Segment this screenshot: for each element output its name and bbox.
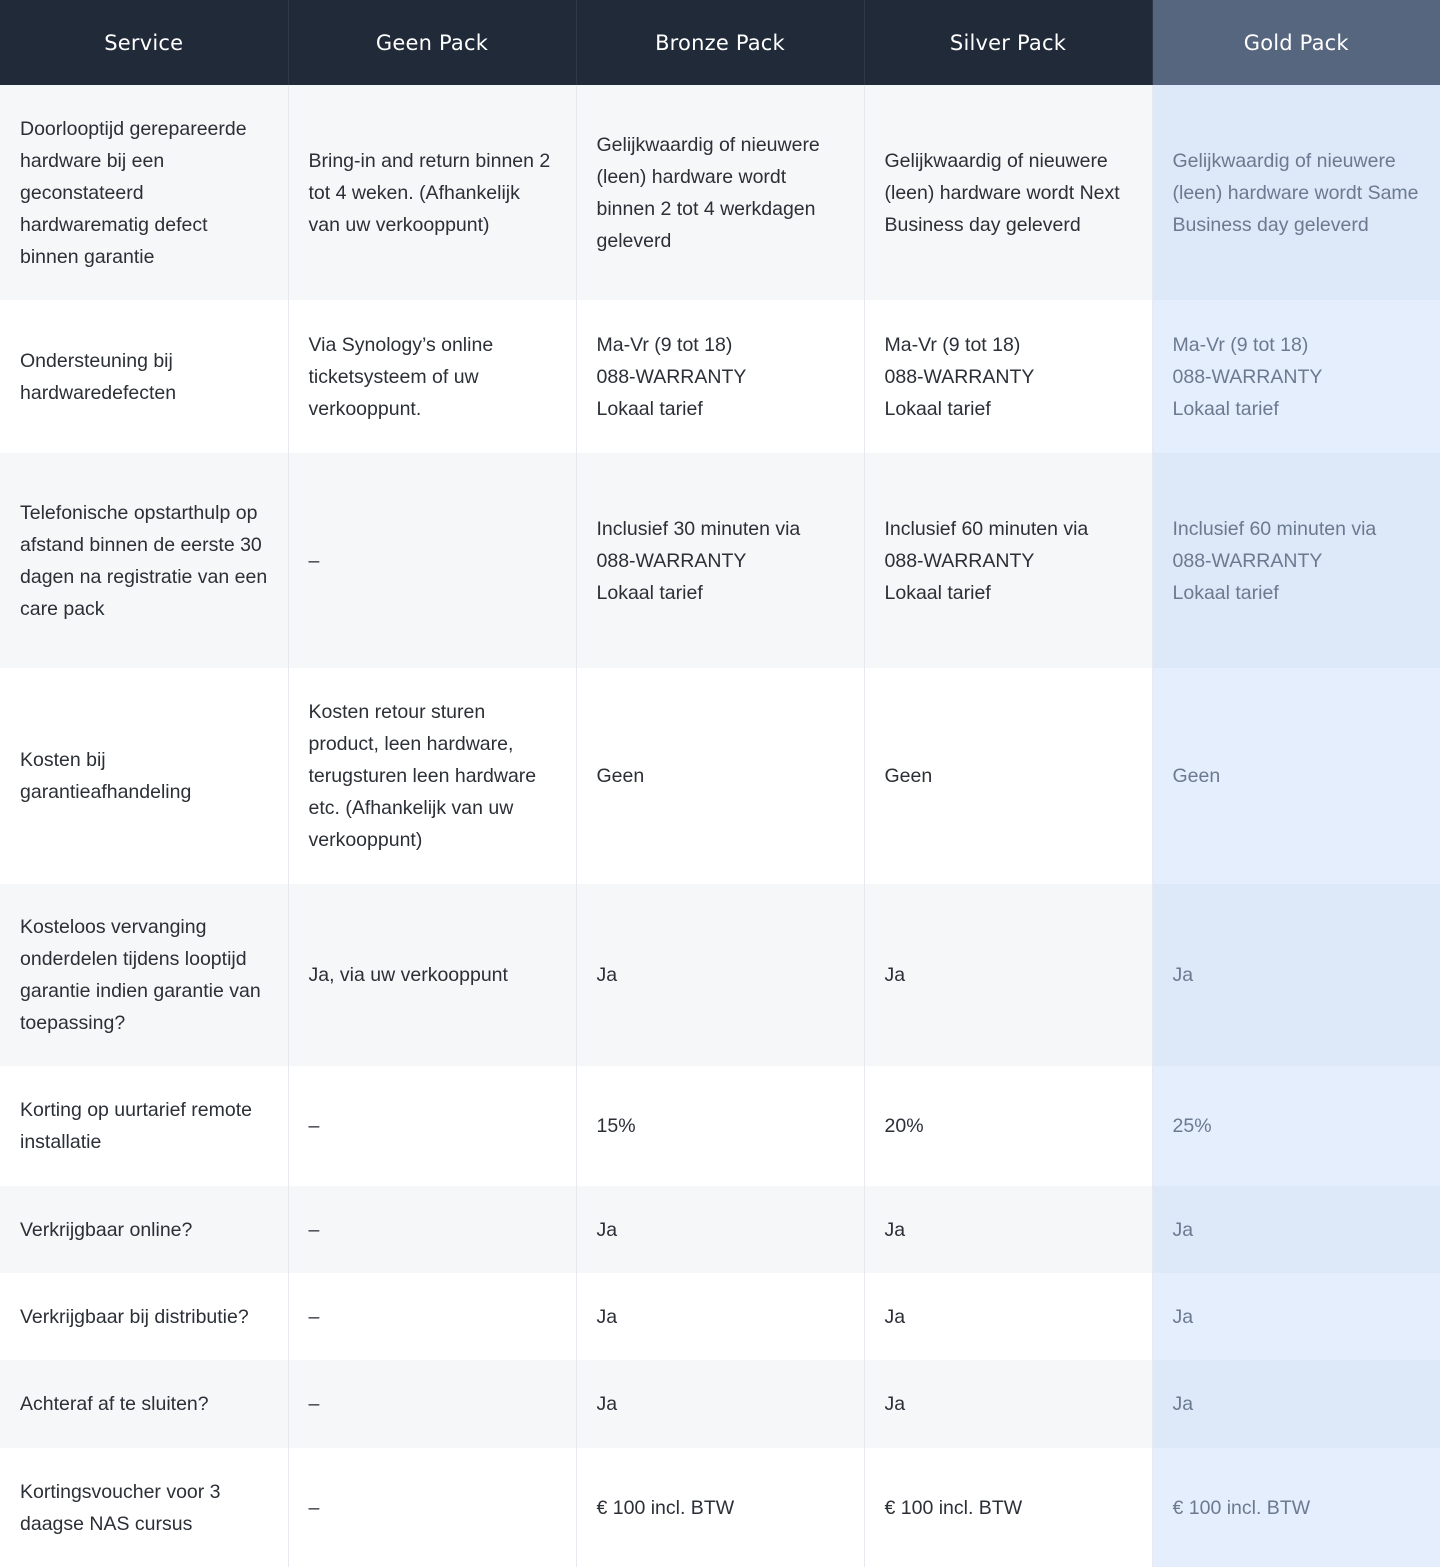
cell-silver-pack: Geen [864, 668, 1152, 884]
table-row [0, 453, 1440, 668]
table-row [0, 884, 1440, 1066]
cell-gold-pack: Ja [1152, 1186, 1440, 1273]
cell-service: Verkrijgbaar online? [0, 1186, 288, 1273]
header-service: Service [0, 0, 288, 85]
cell-silver-pack: € 100 incl. BTW [864, 1448, 1152, 1567]
cell-gold-pack: Ja [1152, 1360, 1440, 1448]
cell-gold-pack: Gelijkwaardig of nieuwere (leen) hardware wordt Same Business day geleverd [1152, 85, 1440, 300]
table-row [0, 1273, 1440, 1360]
cell-silver-pack: Ja [864, 1273, 1152, 1360]
cell-gold-pack: 25% [1152, 1066, 1440, 1186]
cell-bronze-pack: Ja [576, 1186, 864, 1273]
table-row [0, 85, 1440, 300]
cell-service: Doorlooptijd gerepareerde hardware bij een geconstateerd hardwarematig defect binnen garantie [0, 85, 288, 300]
cell-gold-pack: Geen [1152, 668, 1440, 884]
cell-geen-pack: – [288, 453, 576, 668]
cell-service: Kortingsvoucher voor 3 daagse NAS cursus [0, 1448, 288, 1567]
cell-service: Korting op uurtarief remote installatie [0, 1066, 288, 1186]
table-row [0, 1360, 1440, 1448]
cell-silver-pack: 20% [864, 1066, 1152, 1186]
table-row [0, 300, 1440, 453]
cell-service: Verkrijgbaar bij distributie? [0, 1273, 288, 1360]
table-row [0, 668, 1440, 884]
cell-geen-pack: Ja, via uw verkooppunt [288, 884, 576, 1066]
cell-silver-pack: Ja [864, 1186, 1152, 1273]
cell-bronze-pack: € 100 incl. BTW [576, 1448, 864, 1567]
header-geen-pack: Geen Pack [288, 0, 576, 85]
table-row [0, 1186, 1440, 1273]
cell-bronze-pack: Ma-Vr (9 tot 18) 088-WARRANTY Lokaal tarief [576, 300, 864, 453]
cell-geen-pack: Via Synology’s online ticketsysteem of uw verkooppunt. [288, 300, 576, 453]
cell-gold-pack: Ja [1152, 884, 1440, 1066]
cell-geen-pack: – [288, 1360, 576, 1448]
cell-geen-pack: – [288, 1448, 576, 1567]
cell-gold-pack: Ja [1152, 1273, 1440, 1360]
header-row [0, 0, 1440, 85]
table-header [0, 0, 1440, 85]
header-bronze-pack: Bronze Pack [576, 0, 864, 85]
cell-service: Telefonische opstarthulp op afstand binnen de eerste 30 dagen na registratie van een care pack [0, 453, 288, 668]
table-row [0, 1066, 1440, 1186]
cell-silver-pack: Inclusief 60 minuten via 088-WARRANTY Lokaal tarief [864, 453, 1152, 668]
cell-gold-pack: Ma-Vr (9 tot 18) 088-WARRANTY Lokaal tarief [1152, 300, 1440, 453]
cell-bronze-pack: Ja [576, 884, 864, 1066]
cell-silver-pack: Ja [864, 884, 1152, 1066]
cell-geen-pack: Kosten retour sturen product, leen hardware, terugsturen leen hardware etc. (Afhankelijk van uw verkooppunt) [288, 668, 576, 884]
cell-bronze-pack: Geen [576, 668, 864, 884]
cell-geen-pack: – [288, 1186, 576, 1273]
cell-geen-pack: – [288, 1066, 576, 1186]
cell-service: Kosteloos vervanging onderdelen tijdens looptijd garantie indien garantie van toepassing? [0, 884, 288, 1066]
cell-geen-pack: – [288, 1273, 576, 1360]
cell-gold-pack: € 100 incl. BTW [1152, 1448, 1440, 1567]
table-row [0, 1448, 1440, 1567]
cell-geen-pack: Bring-in and return binnen 2 tot 4 weken. (Afhankelijk van uw verkooppunt) [288, 85, 576, 300]
cell-silver-pack: Ja [864, 1360, 1152, 1448]
header-silver-pack: Silver Pack [864, 0, 1152, 85]
cell-service: Ondersteuning bij hardwaredefecten [0, 300, 288, 453]
cell-service: Kosten bij garantieafhandeling [0, 668, 288, 884]
cell-gold-pack: Inclusief 60 minuten via 088-WARRANTY Lokaal tarief [1152, 453, 1440, 668]
cell-bronze-pack: Gelijkwaardig of nieuwere (leen) hardware wordt binnen 2 tot 4 werkdagen geleverd [576, 85, 864, 300]
cell-bronze-pack: Inclusief 30 minuten via 088-WARRANTY Lokaal tarief [576, 453, 864, 668]
cell-silver-pack: Ma-Vr (9 tot 18) 088-WARRANTY Lokaal tarief [864, 300, 1152, 453]
cell-silver-pack: Gelijkwaardig of nieuwere (leen) hardware wordt Next Business day geleverd [864, 85, 1152, 300]
cell-bronze-pack: 15% [576, 1066, 864, 1186]
cell-bronze-pack: Ja [576, 1360, 864, 1448]
cell-bronze-pack: Ja [576, 1273, 864, 1360]
table-body [0, 85, 1440, 1567]
header-gold-pack: Gold Pack [1152, 0, 1440, 85]
cell-service: Achteraf af te sluiten? [0, 1360, 288, 1448]
